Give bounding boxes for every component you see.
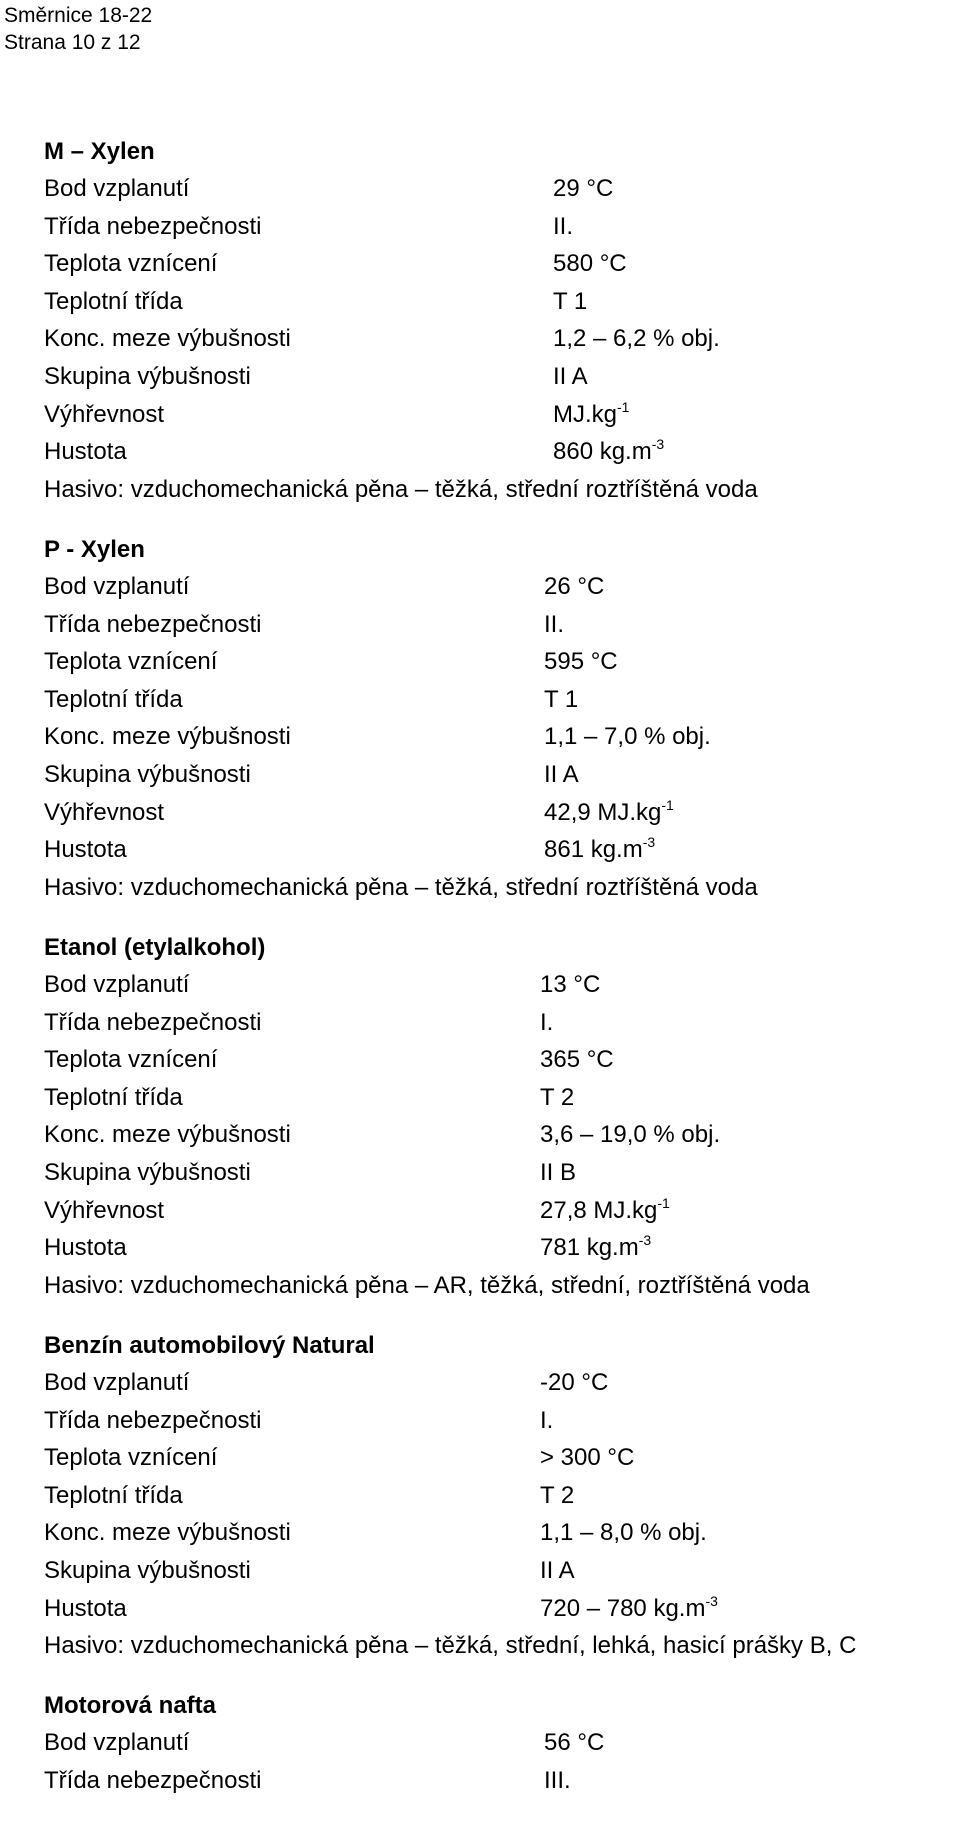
- unit-exponent: -3: [651, 436, 665, 453]
- property-label: Skupina výbušnosti: [44, 760, 251, 788]
- property-value: [553, 433, 664, 474]
- property-label: Teplotní třída: [44, 287, 183, 315]
- extinguishing-agent: Hasivo: vzduchomechanická pěna – AR, těžká, střední, roztříštěná voda: [44, 1271, 810, 1299]
- property-value: I.: [540, 1008, 554, 1036]
- property-label: Bod vzplanutí: [44, 573, 190, 600]
- property-row: [44, 1192, 944, 1230]
- property-row: [44, 1477, 944, 1515]
- property-row: [44, 606, 944, 644]
- property-label: Teplotní třída: [44, 1083, 183, 1111]
- property-value: II.: [553, 212, 574, 240]
- value-text: 42,9 MJ.kg: [544, 798, 662, 826]
- property-value: 29 °C: [553, 175, 614, 202]
- property-label: Skupina výbušnosti: [44, 1556, 251, 1584]
- property-value: [540, 1590, 718, 1631]
- property-row: [44, 756, 944, 794]
- unit-exponent: -1: [661, 796, 674, 813]
- property-label: Konc. meze výbušnosti: [44, 1519, 291, 1547]
- property-row: [44, 1041, 944, 1079]
- property-row: [44, 1229, 944, 1267]
- property-row: [44, 396, 944, 434]
- property-label: Teplota vznícení: [44, 1444, 218, 1472]
- property-row: [44, 358, 944, 396]
- property-label: Konc. meze výbušnosti: [44, 325, 291, 353]
- property-row: [44, 320, 944, 358]
- value-text: MJ.kg: [553, 400, 618, 428]
- property-label: Bod vzplanutí: [44, 175, 190, 202]
- property-row: [44, 681, 944, 719]
- property-row: [44, 208, 944, 246]
- property-label: Teplota vznícení: [44, 250, 218, 278]
- property-label: Výhřevnost: [44, 400, 165, 428]
- property-value: [544, 794, 674, 835]
- property-value: 1,2 – 6,2 % obj.: [553, 325, 720, 353]
- property-value: 1,1 – 8,0 % obj.: [540, 1519, 707, 1547]
- property-row: [44, 1552, 944, 1590]
- property-value: 26 °C: [544, 573, 605, 600]
- property-value: T 2: [540, 1083, 575, 1111]
- property-label: Teplota vznícení: [44, 648, 218, 676]
- property-label: Hustota: [44, 438, 127, 466]
- property-row: [44, 433, 944, 471]
- property-row: [44, 1402, 944, 1440]
- property-value: 595 °C: [544, 648, 618, 676]
- property-row: [44, 568, 944, 606]
- property-label: Teplota vznícení: [44, 1046, 218, 1074]
- property-value: T 1: [544, 685, 579, 713]
- value-text: 27,8 MJ.kg: [540, 1196, 658, 1224]
- unit-exponent: -1: [657, 1194, 670, 1211]
- property-label: Teplotní třída: [44, 1481, 183, 1509]
- property-row: [44, 966, 944, 1004]
- substance-title: P - Xylen: [44, 536, 145, 563]
- property-row: [44, 1154, 944, 1192]
- property-label: Třída nebezpečnosti: [44, 1406, 262, 1434]
- property-row: [44, 1079, 944, 1117]
- property-value: II A: [544, 760, 579, 788]
- property-label: Třída nebezpečnosti: [44, 212, 262, 240]
- property-value: 1,1 – 7,0 % obj.: [544, 723, 711, 751]
- property-label: Hustota: [44, 836, 127, 864]
- property-row: [44, 718, 944, 756]
- property-label: Bod vzplanutí: [44, 1369, 190, 1396]
- property-value: > 300 °C: [540, 1444, 635, 1472]
- value-text: 720 – 780 kg.m: [540, 1594, 706, 1622]
- property-label: Skupina výbušnosti: [44, 1158, 251, 1186]
- unit-exponent: -3: [705, 1592, 718, 1609]
- property-row: [44, 1762, 944, 1800]
- property-value: 3,6 – 19,0 % obj.: [540, 1121, 721, 1149]
- unit-exponent: -3: [642, 834, 656, 851]
- property-value: [540, 1192, 670, 1233]
- property-row: [44, 170, 944, 208]
- property-label: Konc. meze výbušnosti: [44, 1121, 291, 1149]
- property-row: [44, 794, 944, 832]
- property-value: III.: [544, 1766, 571, 1794]
- extinguishing-agent: Hasivo: vzduchomechanická pěna – těžká, střední, lehká, hasicí prášky B, C: [44, 1632, 857, 1660]
- substance-section-etanol: [44, 929, 944, 1304]
- property-value: I.: [540, 1406, 554, 1434]
- property-row: [44, 283, 944, 321]
- directive-number: Směrnice 18-22: [4, 4, 153, 27]
- property-label: Bod vzplanutí: [44, 971, 190, 998]
- property-value: T 1: [553, 287, 588, 315]
- property-row: [44, 1514, 944, 1552]
- property-row: [44, 1116, 944, 1154]
- property-label: Hustota: [44, 1594, 127, 1622]
- property-row: [44, 1590, 944, 1628]
- substance-title: Motorová nafta: [44, 1692, 217, 1719]
- property-row: [44, 1724, 944, 1762]
- property-label: Teplotní třída: [44, 685, 183, 713]
- substance-section-motorova-nafta: [44, 1687, 944, 1799]
- property-row: [44, 1004, 944, 1042]
- property-value: 365 °C: [540, 1046, 614, 1074]
- value-text: 860 kg.m: [553, 438, 652, 466]
- property-row: [44, 643, 944, 681]
- property-value: [553, 396, 629, 437]
- property-row: [44, 1439, 944, 1477]
- property-label: Skupina výbušnosti: [44, 362, 251, 390]
- property-label: Výhřevnost: [44, 1196, 165, 1224]
- property-row: [44, 245, 944, 283]
- property-label: Výhřevnost: [44, 798, 165, 826]
- unit-exponent: -1: [617, 398, 630, 415]
- property-value: II A: [553, 362, 588, 390]
- substance-section-m-xylen: [44, 133, 944, 508]
- property-value: T 2: [540, 1481, 575, 1509]
- page-header: [4, 2, 152, 56]
- extinguishing-agent: Hasivo: vzduchomechanická pěna – těžká, střední roztříštěná voda: [44, 873, 758, 901]
- property-value: II A: [540, 1556, 575, 1584]
- property-label: Bod vzplanutí: [44, 1729, 190, 1756]
- property-value: 56 °C: [544, 1729, 605, 1756]
- property-label: Třída nebezpečnosti: [44, 1766, 262, 1794]
- property-value: II B: [540, 1158, 577, 1186]
- property-row: [44, 831, 944, 869]
- property-value: 13 °C: [540, 971, 601, 998]
- extinguishing-agent: Hasivo: vzduchomechanická pěna – těžká, střední roztříštěná voda: [44, 475, 758, 503]
- unit-exponent: -3: [638, 1232, 652, 1249]
- property-label: Třída nebezpečnosti: [44, 610, 262, 638]
- substance-title: Benzín automobilový Natural: [44, 1332, 375, 1359]
- value-text: 781 kg.m: [540, 1234, 639, 1262]
- substance-title: M – Xylen: [44, 138, 155, 165]
- property-label: Konc. meze výbušnosti: [44, 723, 291, 751]
- property-label: Hustota: [44, 1234, 127, 1262]
- property-value: [544, 831, 655, 872]
- property-value: [540, 1229, 651, 1270]
- property-row: [44, 1364, 944, 1402]
- property-value: II.: [544, 610, 565, 638]
- substance-title: Etanol (etylalkohol): [44, 934, 266, 961]
- property-value: 580 °C: [553, 250, 627, 278]
- substance-section-benzin: [44, 1327, 944, 1665]
- page-number: Strana 10 z 12: [4, 31, 141, 54]
- value-text: 861 kg.m: [544, 836, 643, 864]
- property-label: Třída nebezpečnosti: [44, 1008, 262, 1036]
- substance-section-p-xylen: [44, 531, 944, 906]
- property-value: -20 °C: [540, 1369, 609, 1396]
